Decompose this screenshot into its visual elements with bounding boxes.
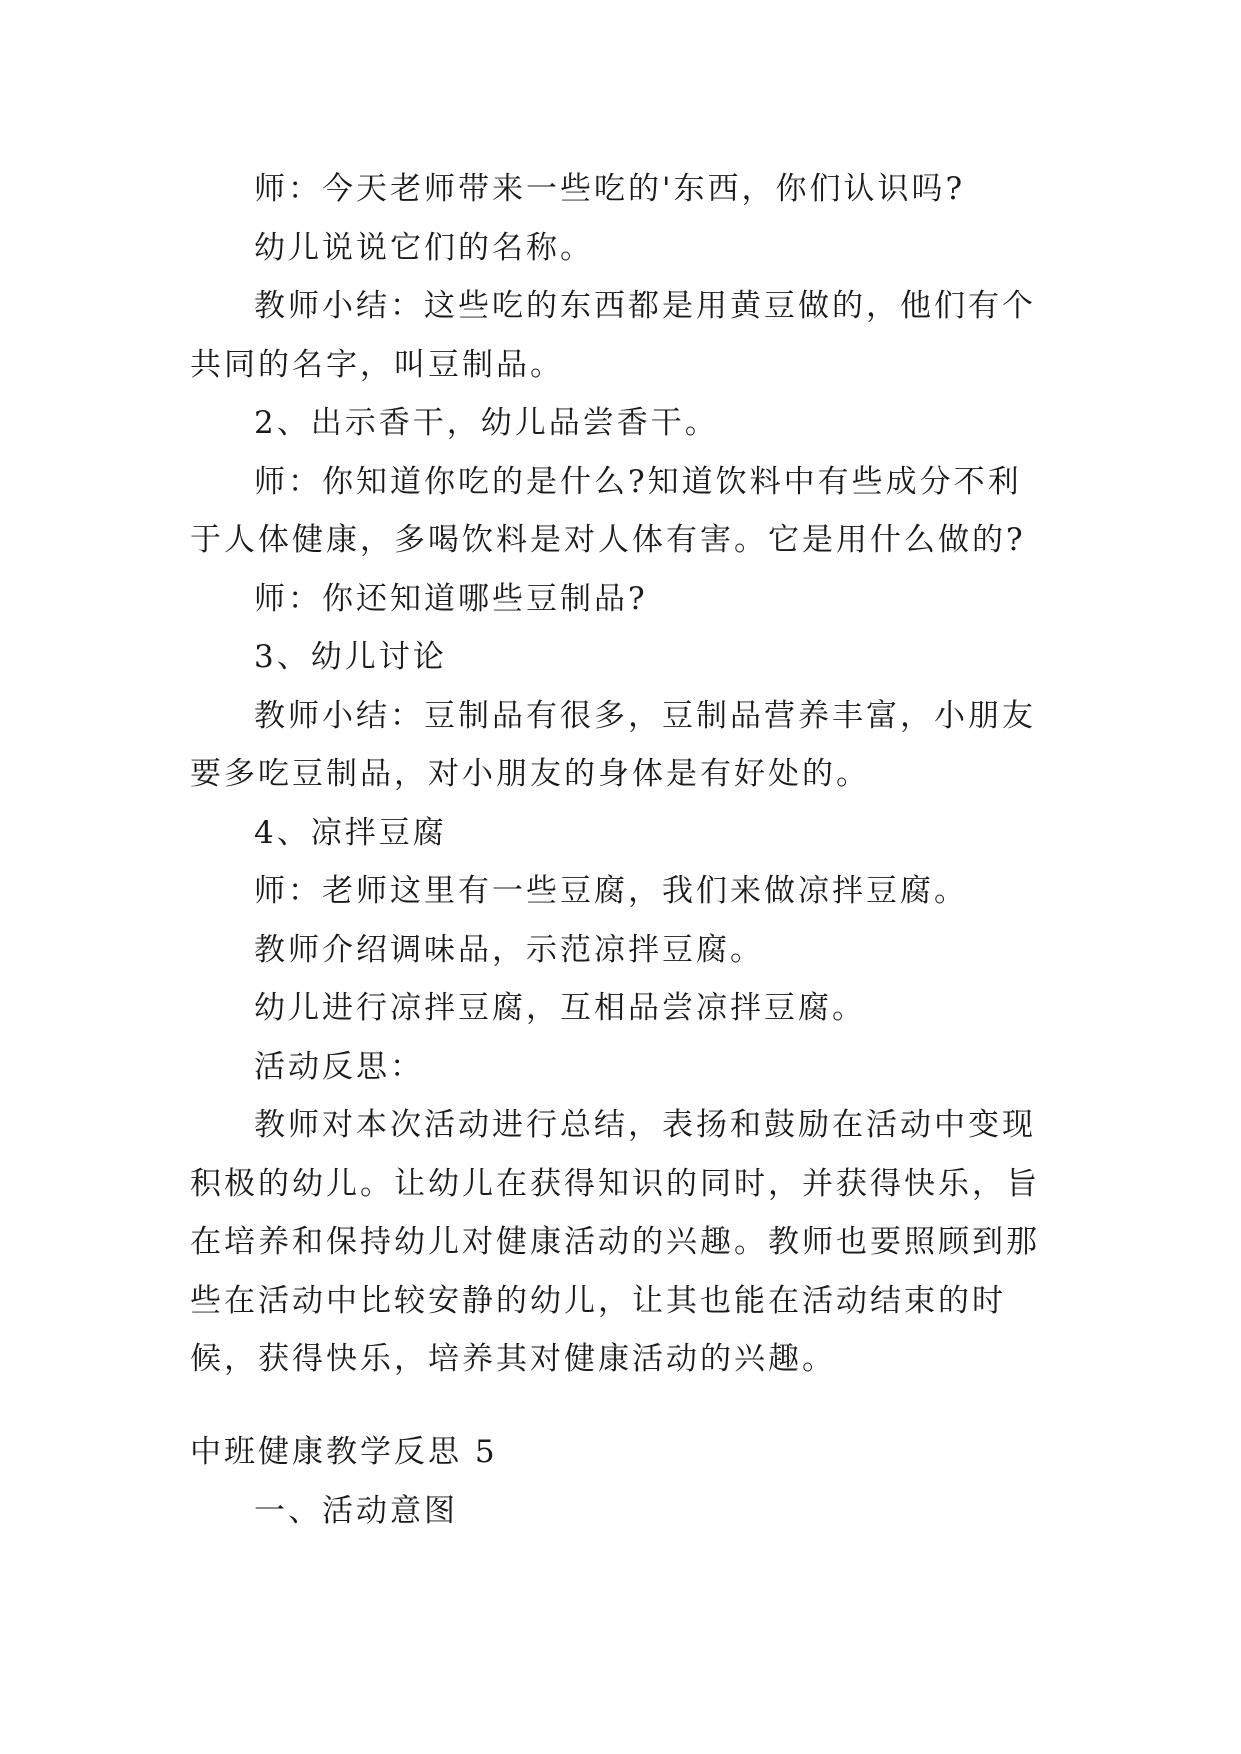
paragraph: 教师介绍调味品，示范凉拌豆腐。 [254,931,764,968]
section-title: 中班健康教学反思 5 [190,1434,498,1470]
paragraph: 师：你还知道哪些豆制品? [254,580,648,617]
paragraph: 师：今天老师带来一些吃的'东西，你们认识吗? [254,171,966,207]
paragraph: 幼儿进行凉拌豆腐，互相品尝凉拌豆腐。 [254,990,866,1026]
body-text [190,160,1050,1389]
paragraph: 师：你知道你吃的是什么?知道饮料中有些成分不利于人体健康，多喝饮料是对人体有害。它是用什么做的? [190,463,1026,558]
paragraph: 2、出示香干，幼儿品尝香干。 [254,405,719,441]
paragraph: 活动反思： [254,1048,424,1085]
paragraph: 4、凉拌豆腐 [254,814,447,851]
paragraph: 教师对本次活动进行总结，表扬和鼓励在活动中变现积极的幼儿。让幼儿在获得知识的同时，并获得快乐，旨在培养和保持幼儿对健康活动的兴趣。教师也要照顾到那些在活动中比较安静的幼儿，让其也能在活动结束的时候，获得快乐，培养其对健康活动的兴趣。 [190,1107,1040,1377]
paragraph: 师：老师这里有一些豆腐，我们来做凉拌豆腐。 [254,873,968,909]
paragraph: 幼儿说说它们的名称。 [254,229,594,266]
section-subtitle: 一、活动意图 [254,1493,458,1529]
paragraph: 教师小结：豆制品有很多，豆制品营养丰富，小朋友要多吃豆制品，对小朋友的身体是有好处的。 [190,697,1036,792]
paragraph: 3、幼儿讨论 [254,639,447,675]
paragraph: 教师小结：这些吃的东西都是用黄豆做的，他们有个共同的名字，叫豆制品。 [190,288,1036,383]
